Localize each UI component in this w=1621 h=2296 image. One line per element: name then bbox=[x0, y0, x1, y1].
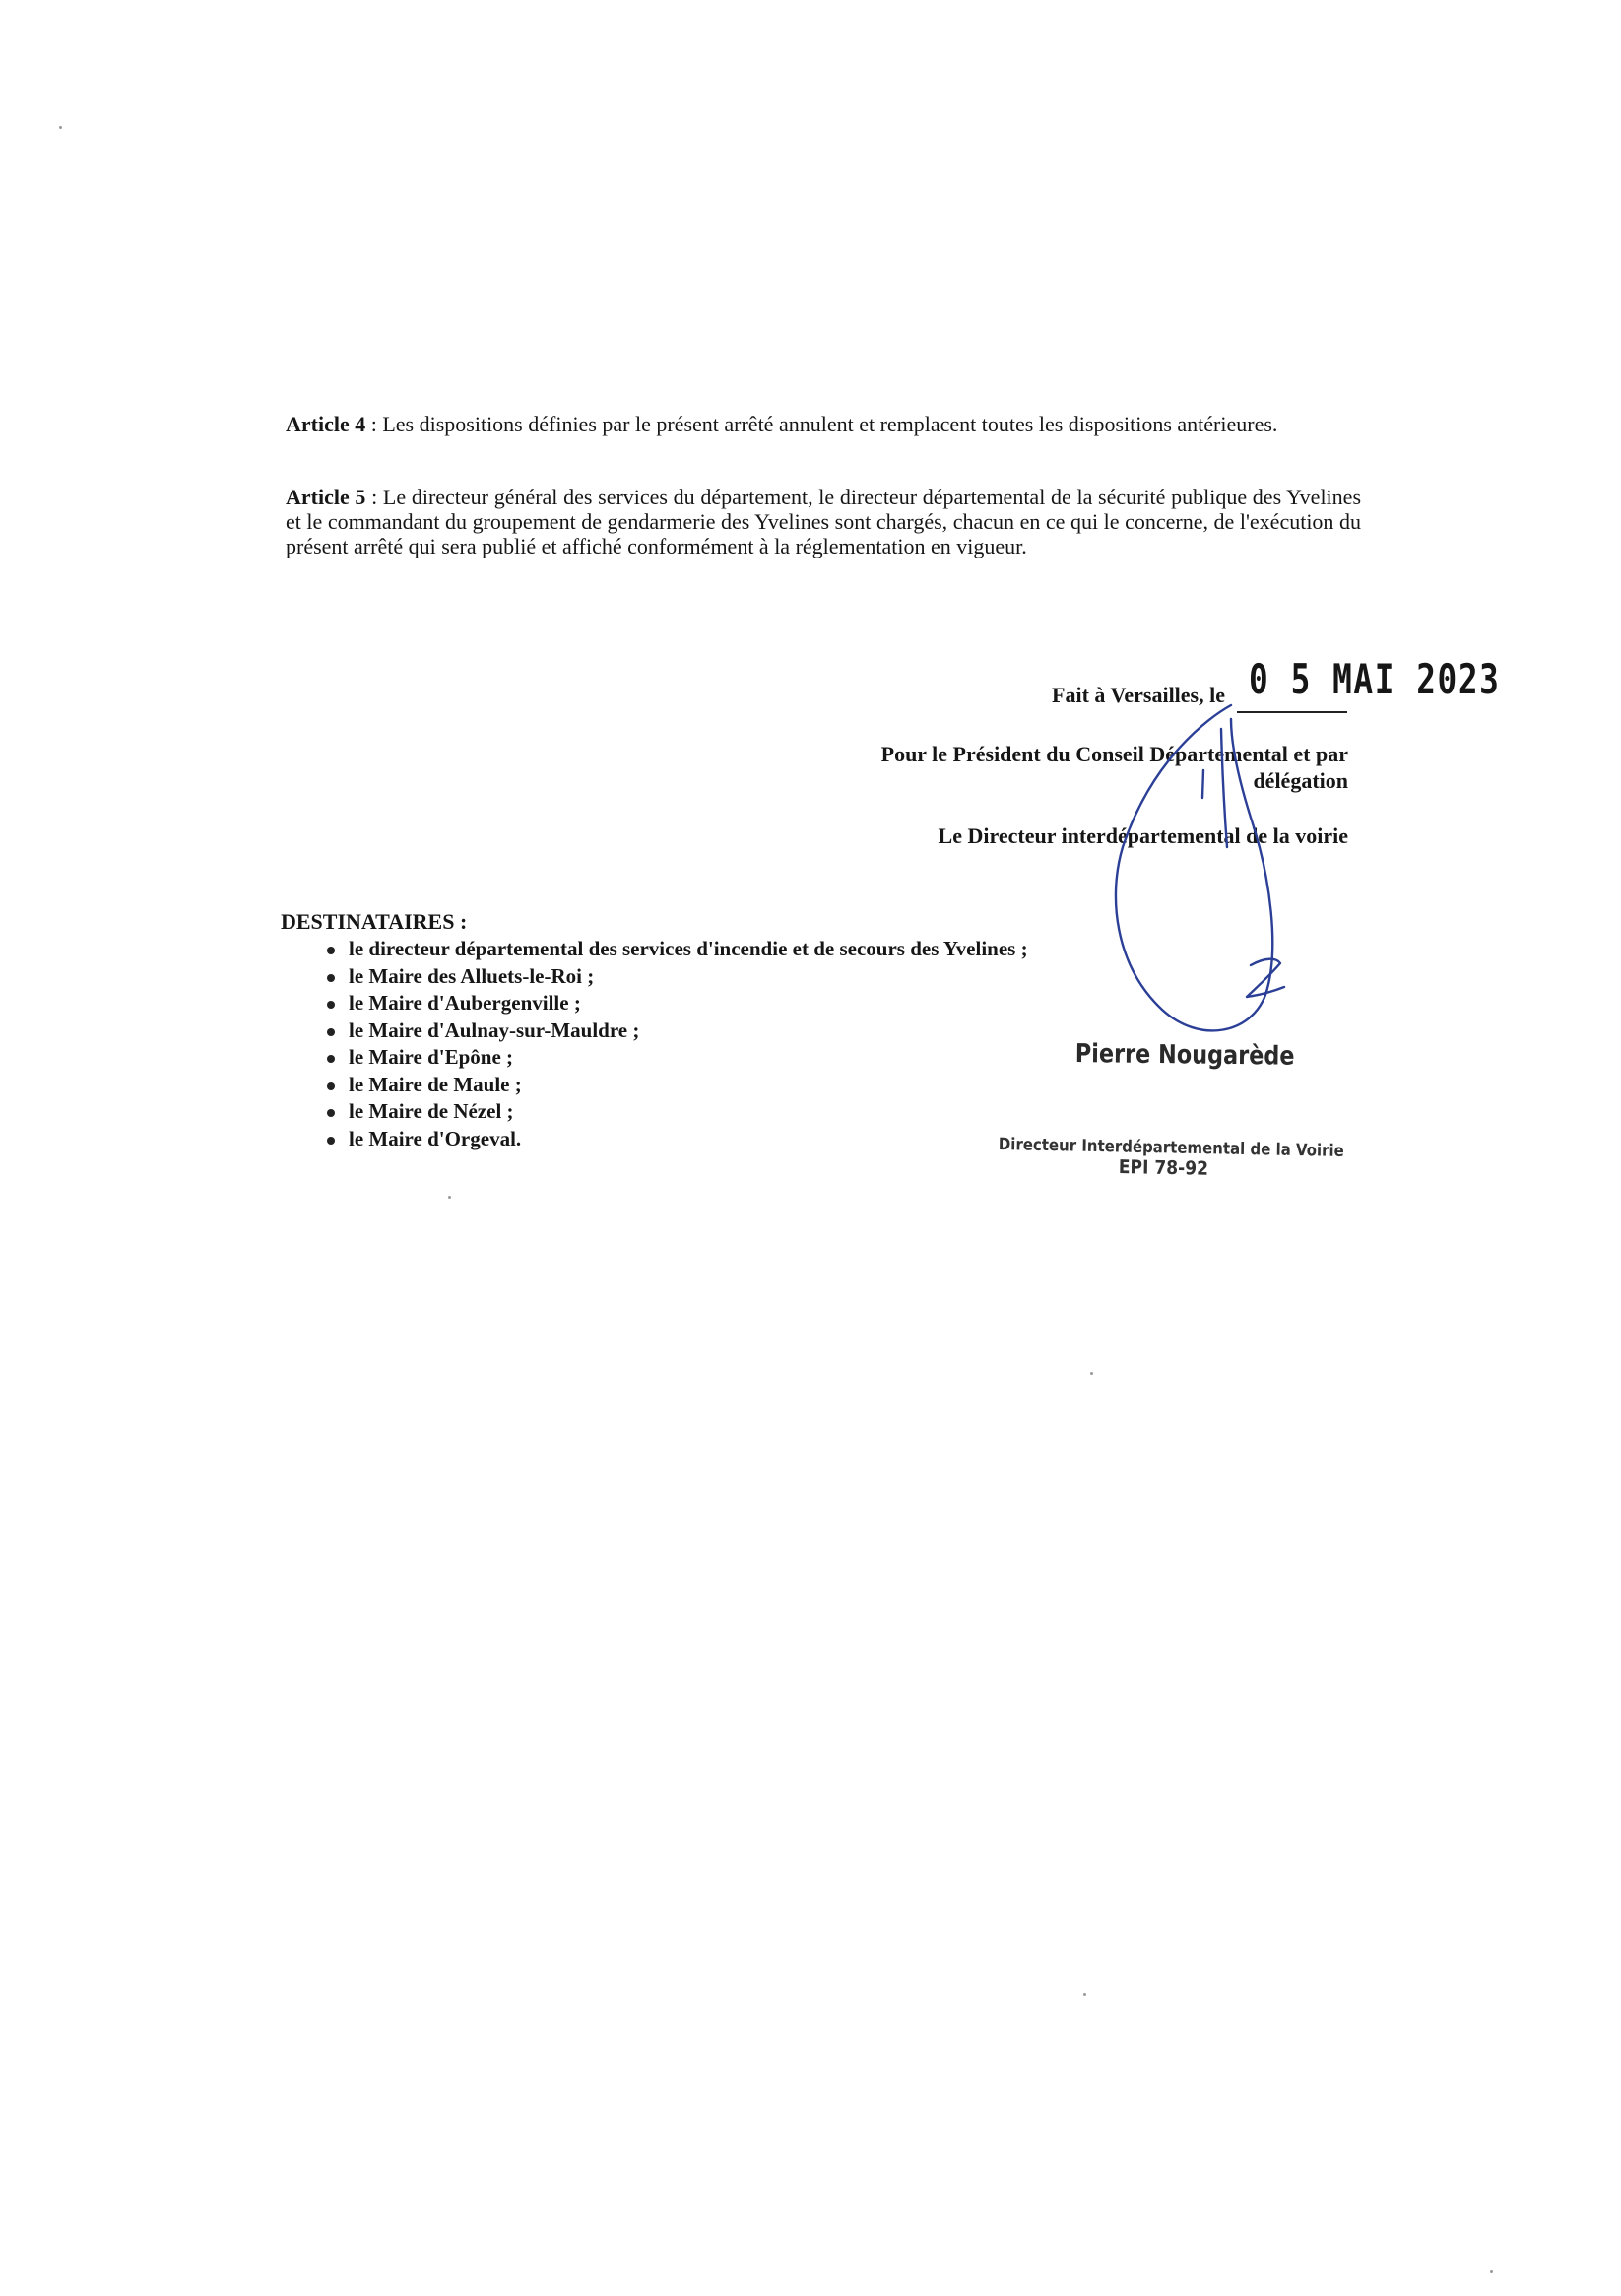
bullet-icon bbox=[327, 947, 335, 954]
scan-speck bbox=[1490, 2270, 1493, 2273]
recipient-text: le Maire de Nézel ; bbox=[349, 1099, 514, 1123]
recipient-text: le Maire d'Aulnay-sur-Mauldre ; bbox=[349, 1017, 640, 1042]
stamp-title: Directeur Interdépartemental de la Voirie bbox=[998, 1135, 1344, 1161]
recipient-text: le Maire des Alluets-le-Roi ; bbox=[349, 963, 595, 988]
scan-speck bbox=[1083, 1993, 1086, 1996]
list-item bbox=[315, 1044, 1028, 1072]
recipient-text: le Maire d'Epône ; bbox=[349, 1045, 514, 1069]
stamp-code: EPI 78-92 bbox=[1118, 1156, 1209, 1180]
list-item bbox=[315, 1072, 1028, 1099]
article-4-label: Article 4 bbox=[286, 412, 366, 436]
article-5-text: : Le directeur général des services du département, le directeur départemental de la sécurité publique des Yvelines et le commandant du groupement de gendarmerie des Yvelines sont chargés, chacun en ce qui le concerne, de l'exécution du présent arrêté qui sera publié et affiché conformément à la réglementation en vigueur. bbox=[286, 485, 1362, 558]
article-5 bbox=[286, 485, 1361, 558]
place-line: Fait à Versailles, le bbox=[1052, 683, 1225, 707]
list-item bbox=[315, 990, 1028, 1017]
list-item bbox=[315, 963, 1028, 991]
list-item bbox=[315, 1126, 1028, 1153]
article-4-text: : Les dispositions définies par le présent arrêté annulent et remplacent toutes les dispositions antérieures. bbox=[365, 412, 1278, 436]
signatory-name: Pierre Nougarède bbox=[1074, 1039, 1295, 1072]
scan-speck bbox=[59, 126, 62, 129]
bullet-icon bbox=[327, 1055, 335, 1063]
scan-speck bbox=[1090, 1372, 1093, 1375]
recipients-list bbox=[315, 936, 1028, 1152]
recipient-text: le Maire d'Aubergenville ; bbox=[349, 991, 581, 1015]
article-4 bbox=[286, 412, 1361, 436]
list-item bbox=[315, 1017, 1028, 1045]
bullet-icon bbox=[327, 1109, 335, 1117]
on-behalf-line: Pour le Président du Conseil Départemental et par délégation bbox=[880, 742, 1348, 793]
bullet-icon bbox=[327, 1001, 335, 1009]
recipient-text: le Maire d'Orgeval. bbox=[349, 1126, 522, 1150]
bullet-icon bbox=[327, 974, 335, 982]
date-stamp: 0 5 MAI 2023 bbox=[1249, 655, 1501, 703]
bullet-icon bbox=[327, 1137, 335, 1145]
article-5-label: Article 5 bbox=[286, 485, 366, 509]
recipients-heading: DESTINATAIRES : bbox=[281, 909, 468, 934]
list-item bbox=[315, 1098, 1028, 1126]
signatory-title: Le Directeur interdépartemental de la voirie bbox=[938, 823, 1348, 848]
signature-strokes bbox=[1116, 705, 1284, 1030]
recipient-text: le Maire de Maule ; bbox=[349, 1072, 522, 1096]
bullet-icon bbox=[327, 1082, 335, 1090]
recipient-text: le directeur départemental des services d'incendie et de secours des Yvelines ; bbox=[349, 937, 1028, 960]
list-item bbox=[315, 936, 1028, 963]
handwritten-signature bbox=[1083, 699, 1300, 1064]
bullet-icon bbox=[327, 1028, 335, 1036]
scan-speck bbox=[448, 1196, 451, 1199]
